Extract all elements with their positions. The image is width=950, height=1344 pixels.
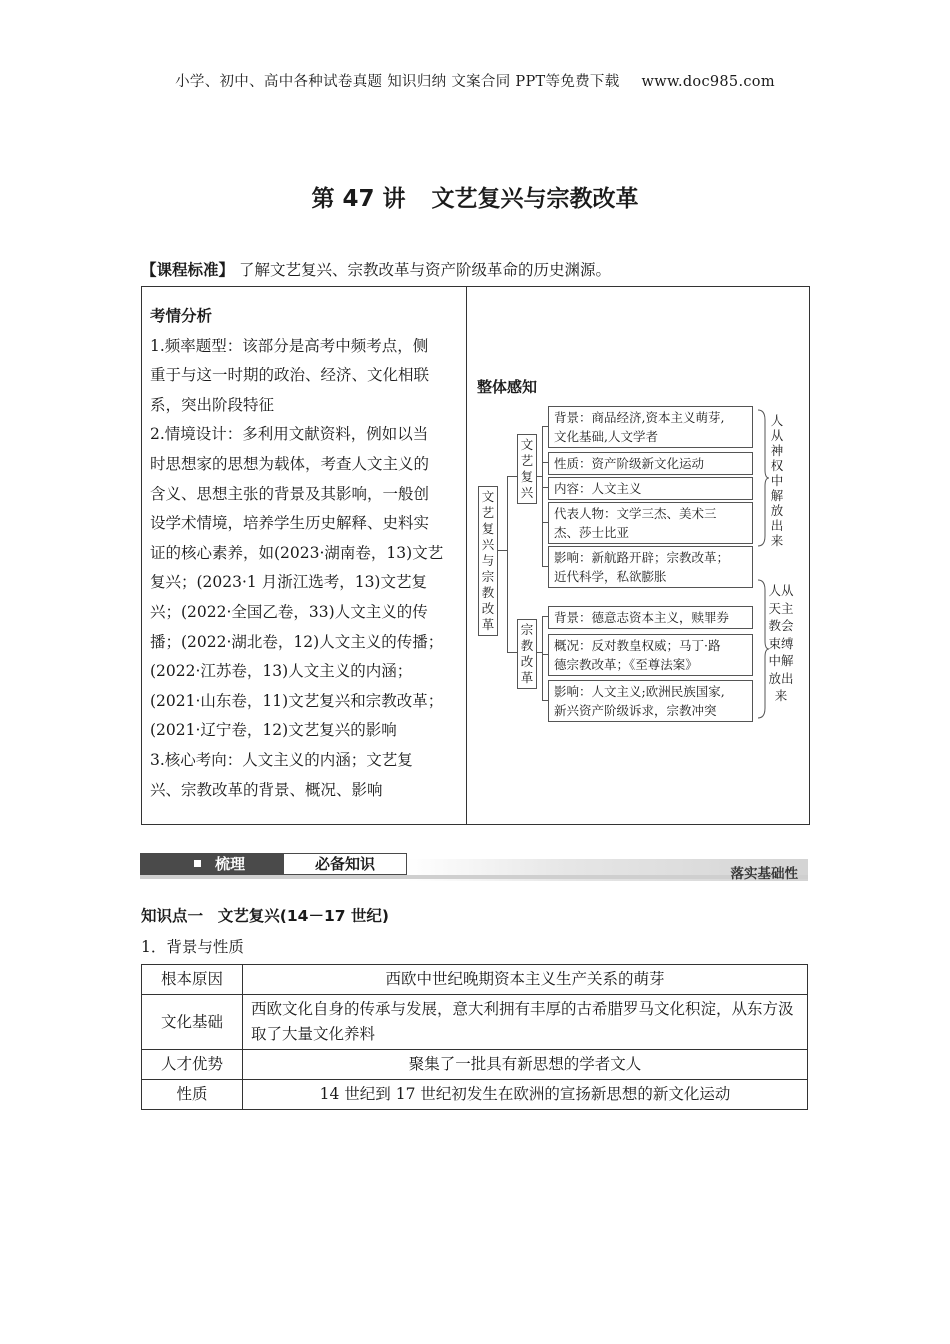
analysis-line: 3.核心考向：人文主义的内涵；文艺复 (150, 750, 413, 769)
note-line: 放出 (768, 670, 794, 686)
item-line: 概况：反对教皇权威；马丁·路 (554, 638, 721, 653)
table-value: 聚集了一批具有新思想的学者文人 (243, 1050, 808, 1080)
item-line: 背景：商品经济,资本主义萌芽, (554, 410, 725, 425)
analysis-line: 时思想家的思想为载体，考查人文主义的 (150, 454, 430, 473)
note-line: 束缚 (768, 635, 794, 651)
renaissance-influence (548, 546, 753, 588)
connector (507, 476, 517, 477)
table-label: 人才优势 (142, 1050, 243, 1080)
analysis-line: (2021·辽宁卷，12)文艺复兴的影响 (150, 721, 397, 740)
connector (497, 550, 507, 551)
exam-analysis (150, 302, 458, 805)
course-standard-label: 【课程标准】 (141, 261, 235, 279)
analysis-line: (2021·山东卷，11)文艺复兴和宗教改革； (150, 691, 444, 710)
connector (507, 476, 508, 652)
analysis-line: 2.情境设计：多利用文献资料，例如以当 (150, 425, 429, 444)
mindmap-root: 文艺复兴与宗教改革 (478, 486, 498, 636)
band-tag: 落实基础性 (730, 866, 798, 882)
band-tab-sort-label: 梳理 (215, 855, 246, 873)
renaissance-figures (548, 502, 753, 544)
analysis-line: 兴、宗教改革的背景、概况、影响 (150, 780, 383, 799)
item-line: 德宗教改革；《至尊法案》 (554, 657, 698, 672)
reformation-note (766, 582, 796, 705)
note-line: 教会 (768, 618, 794, 633)
table-row (142, 1050, 808, 1080)
table-value: 西欧中世纪晚期资本主义生产关系的萌芽 (243, 965, 808, 995)
renaissance-bracket (756, 408, 770, 548)
connector (542, 616, 543, 700)
reformation-background (548, 606, 753, 629)
table-row (142, 965, 808, 995)
reformation-overview (548, 634, 753, 676)
header-url[interactable]: www.doc985.com (641, 74, 775, 90)
knowledge-point-title: 文艺复兴(14－17 世纪) (217, 907, 390, 925)
mindmap-reformation: 宗教改革 (517, 619, 537, 689)
subheading: 1．背景与性质 (141, 938, 244, 956)
analysis-line: 系，突出阶段特征 (150, 395, 275, 414)
table-row (142, 995, 808, 1050)
item-line: 内容：人文主义 (554, 481, 642, 496)
item-line: 文化基础,人文学者 (554, 429, 658, 444)
table-value: 西欧文化自身的传承与发展，意大利拥有丰厚的古希腊罗马文化积淀，从东方汲取了大量文化养料 (243, 995, 808, 1050)
renaissance-note: 人从神权中解放出来 (770, 413, 784, 548)
header-banner: 小学、初中、高中各种试卷真题 知识归纳 文案合同 PPT等免费下载 (175, 74, 620, 90)
analysis-line: (2022·江苏卷，13)人文主义的内涵； (150, 662, 413, 681)
analysis-line: 1.频率题型：该部分是高考中频考点，侧 (150, 336, 429, 355)
table-label: 根本原因 (142, 965, 243, 995)
item-line: 代表人物：文学三杰、美术三 (554, 506, 717, 521)
knowledge-point-label: 知识点一 (141, 907, 204, 925)
renaissance-content (548, 477, 753, 500)
table-value: 14 世纪到 17 世纪初发生在欧洲的宣扬新思想的新文化运动 (243, 1080, 808, 1110)
overview-heading: 整体感知 (477, 378, 538, 396)
table-row (142, 1080, 808, 1110)
item-line: 影响：新航路开辟；宗教改革； (554, 550, 730, 565)
renaissance-background (548, 406, 753, 448)
item-line: 性质：资产阶级新文化运动 (554, 456, 705, 471)
item-line: 背景：德意志资本主义，赎罪券 (554, 610, 730, 625)
note-line: 天主 (768, 600, 794, 616)
analysis-line: 播；(2022·湖北卷，12)人文主义的传播； (150, 632, 444, 651)
site-header (0, 70, 950, 91)
knowledge-point (141, 904, 389, 926)
table-label: 文化基础 (142, 995, 243, 1050)
title-topic: 文艺复兴与宗教改革 (431, 186, 639, 212)
analysis-line: 兴；(2022·全国乙卷，33)人文主义的传 (150, 602, 428, 621)
connector (542, 426, 543, 566)
analysis-line: 设学术情境，培养学生历史解释、史料实 (150, 514, 430, 533)
background-nature-table (141, 964, 808, 1110)
note-line: 来 (774, 688, 788, 703)
note-line: 人从 (768, 583, 794, 598)
note-line: 中解 (768, 653, 794, 668)
course-standard (141, 258, 611, 280)
square-bullet-icon (194, 860, 201, 867)
analysis-line: 复兴；(2023·1 月浙江选考，13)文艺复 (150, 573, 427, 592)
connector (507, 652, 517, 653)
table-label: 性质 (142, 1080, 243, 1110)
item-line: 影响：人文主义;欧洲民族国家, (554, 684, 725, 699)
exam-analysis-heading: 考情分析 (150, 307, 213, 325)
item-line: 新兴资产阶级诉求，宗教冲突 (554, 703, 717, 718)
analysis-line: 含义、思想主张的背景及其影响，一般创 (150, 484, 430, 503)
band-tab-sort (140, 853, 283, 875)
band-rule (140, 875, 808, 879)
page-title (0, 180, 950, 213)
item-line: 近代科学，私欲膨胀 (554, 569, 667, 584)
analysis-line: 证的核心素养，如(2023·湖南卷，13)文艺 (150, 543, 444, 562)
item-line: 杰、莎士比亚 (554, 525, 630, 540)
analysis-line: 重于与这一时期的政治、经济、文化相联 (150, 366, 430, 385)
title-lecture-number: 第 47 讲 (311, 186, 406, 212)
renaissance-nature (548, 452, 753, 475)
box-divider (466, 286, 467, 825)
section-band (140, 853, 808, 881)
reformation-influence (548, 680, 753, 722)
mindmap-renaissance: 文艺复兴 (517, 434, 537, 504)
course-standard-text: 了解文艺复兴、宗教改革与资产阶级革命的历史渊源。 (238, 261, 611, 279)
band-tab-essential: 必备知识 (283, 853, 407, 875)
